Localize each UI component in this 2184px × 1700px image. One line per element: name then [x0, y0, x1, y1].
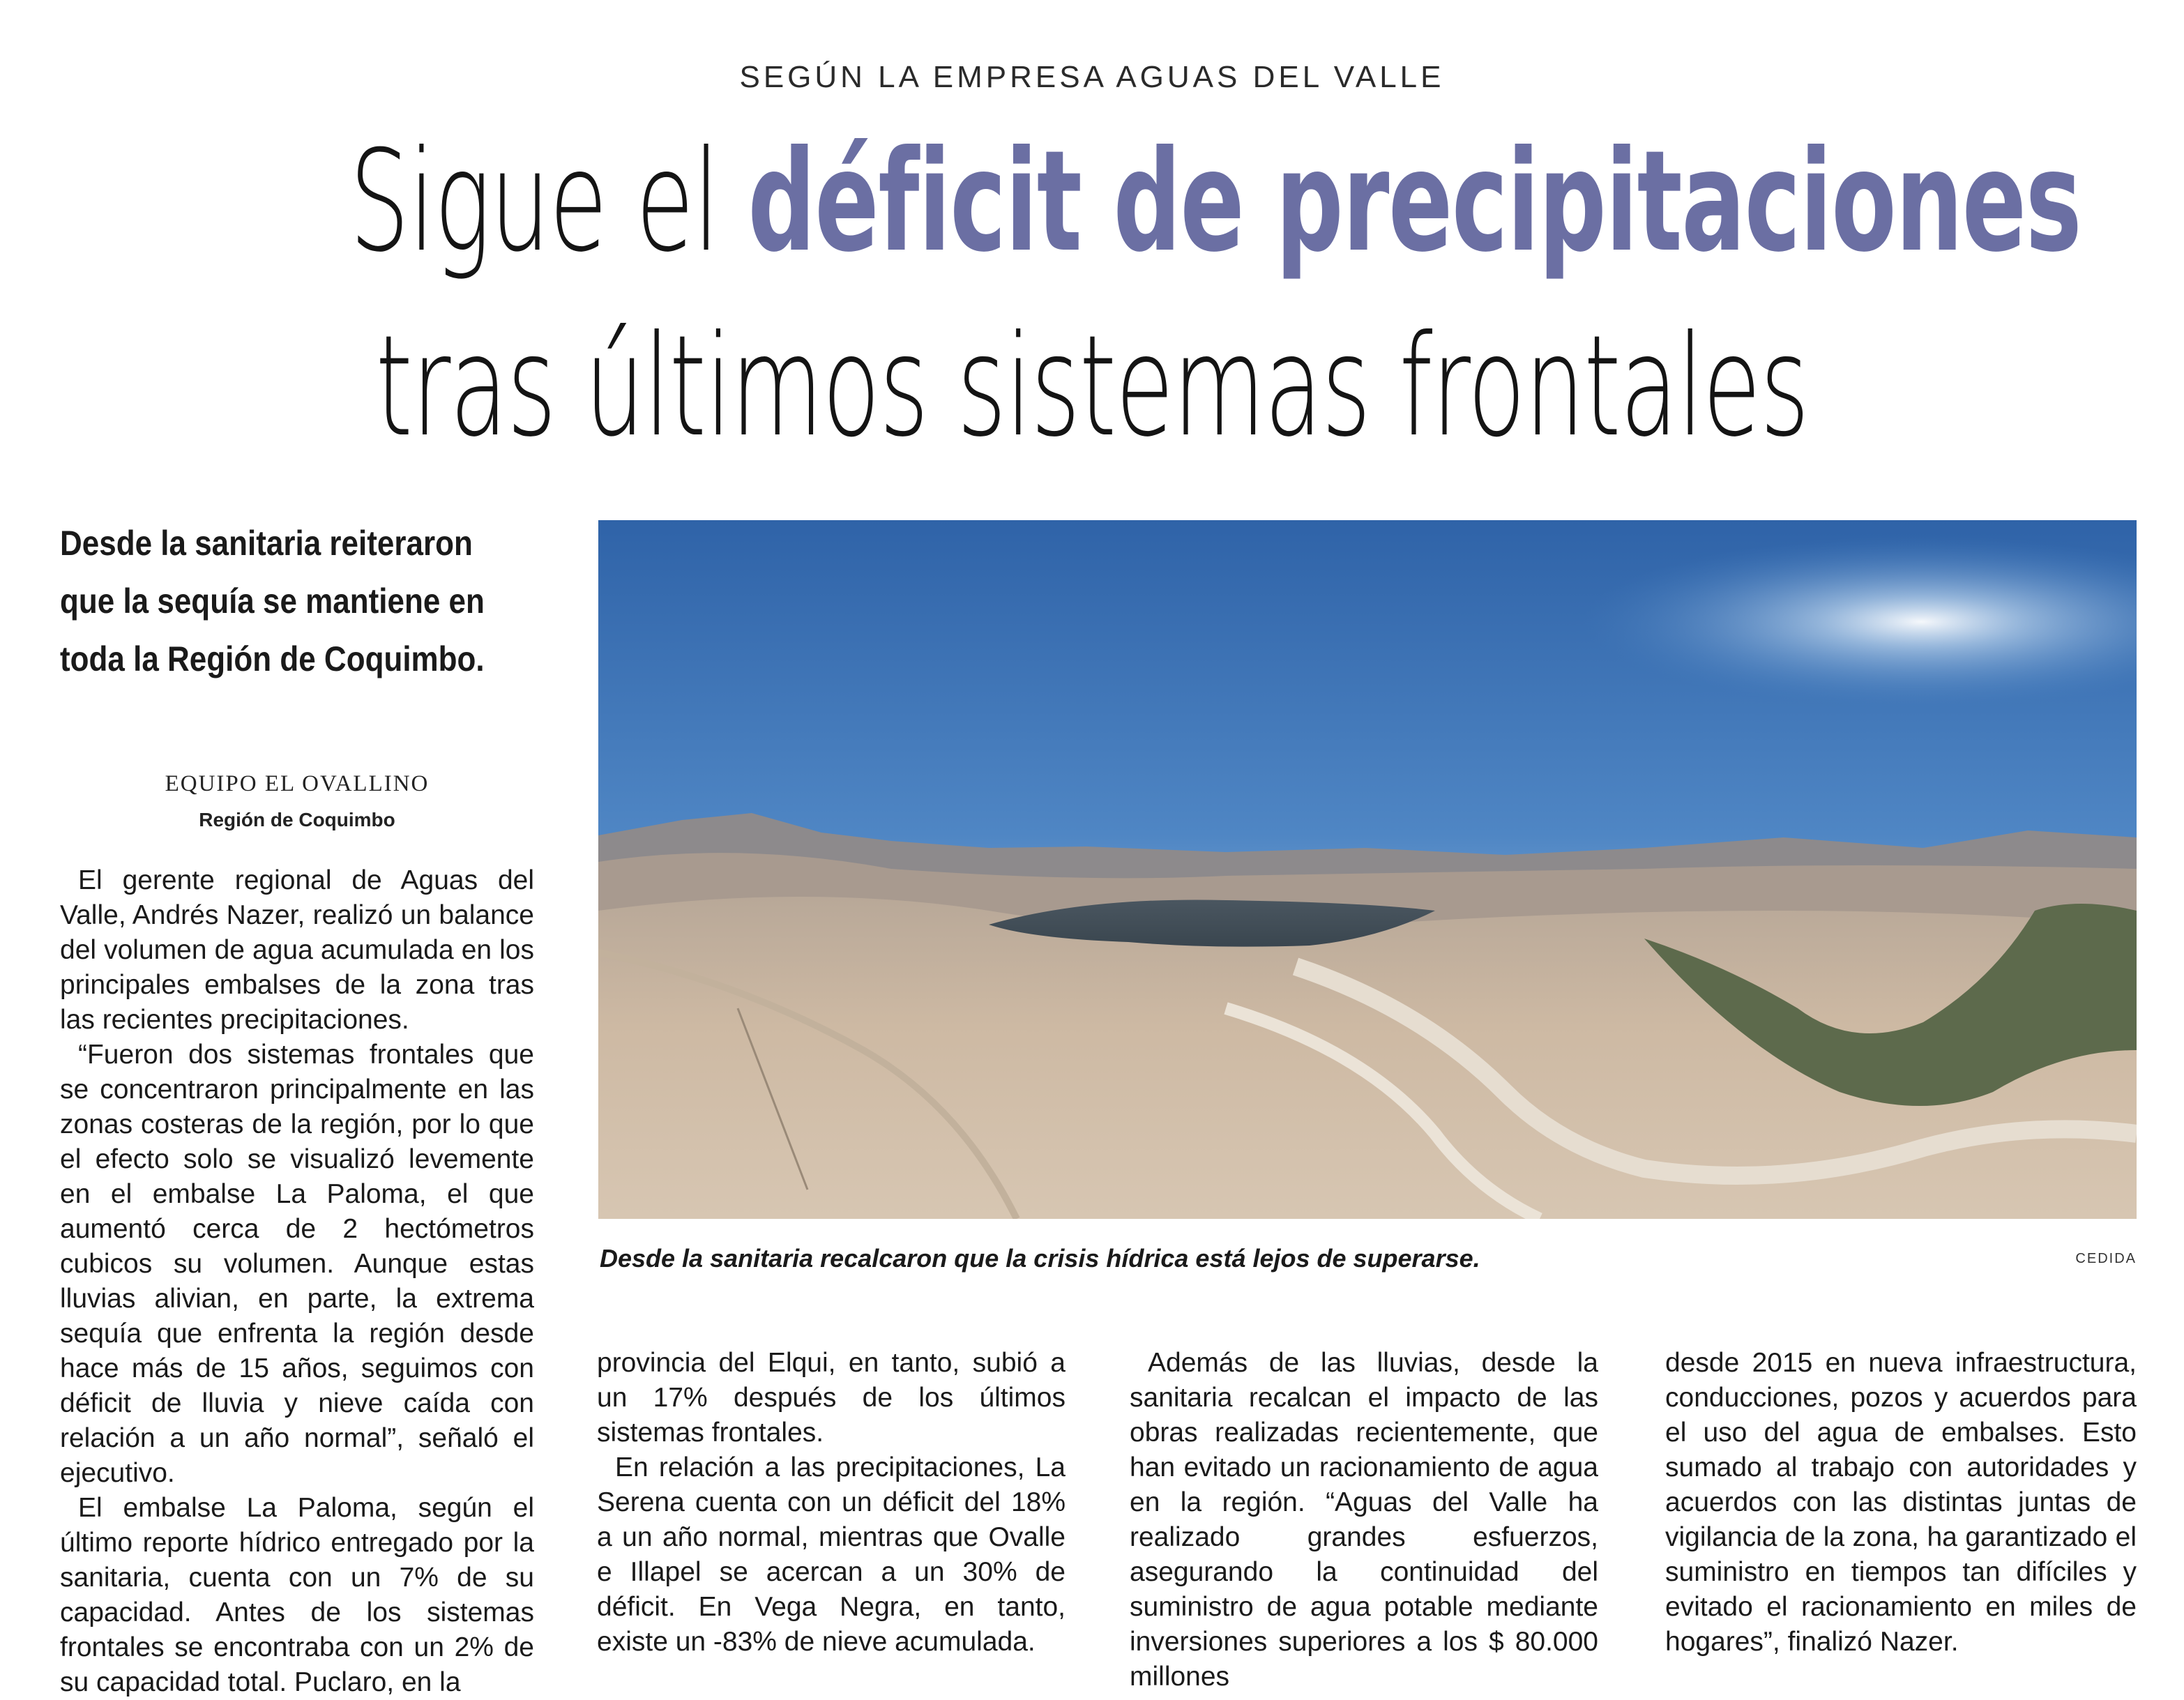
- paragraph: Además de las lluvias, desde la sanitaria recalcan el impacto de las obras realizadas recientemente, que han evitado un racionamiento de agua en la región. “Aguas del Valle ha realizado grandes esfuerzos, asegurando la continuidad del suministro de agua potable mediante inversiones superiores a los $ 80.000 millones: [1130, 1348, 1598, 1692]
- paragraph: En relación a las precipitaciones, La Serena cuenta con un déficit del 18% a un año normal, mientras que Ovalle e Illapel se acercan a un 30% de déficit. En Vega Negra, en tanto, existe un -83% de nieve acumulada.: [597, 1452, 1066, 1657]
- paragraph: El gerente regional de Aguas del Valle, Andrés Nazer, realizó un balance del volumen de agua acumulada en los principales embalses de la zona tras las recientes precipitaciones.: [60, 865, 534, 1035]
- body-column-4: [1665, 1346, 2137, 1660]
- headline-highlight: déficit de precipitaciones: [748, 121, 2081, 283]
- photo-credit: CEDIDA: [2075, 1251, 2137, 1266]
- body-column-2: [597, 1346, 1066, 1660]
- kicker: SEGÚN LA EMPRESA AGUAS DEL VALLE: [739, 60, 1445, 94]
- paragraph: provincia del Elqui, en tanto, subió a un 17% después de los últimos sistemas frontales.: [597, 1348, 1066, 1448]
- landscape-illustration: [598, 520, 2137, 1219]
- photo-caption: Desde la sanitaria recalcaron que la crisis hídrica está lejos de superarse.: [600, 1244, 1480, 1273]
- headline-line-2: tras últimos sistemas frontales: [375, 305, 1809, 468]
- body-column-3: [1130, 1346, 1598, 1694]
- paragraph: El embalse La Paloma, según el último reporte hídrico entregado por la sanitaria, cuenta con un 7% de su capacidad. Antes de los sistemas frontales se encontraba con un 2% de su capacidad total. Puclaro, en la: [60, 1493, 534, 1697]
- body-column-1: [60, 863, 534, 1700]
- paragraph: desde 2015 en nueva infraestructura, conducciones, pozos y acuerdos para el uso del agua de embalses. Esto sumado al trabajo con autoridades y acuerdos con las distintas juntas de vigilancia de la zona, ha garantizado el suministro en tiempos tan difíciles y evitado el racionamiento en miles de hogares”, finalizó Nazer.: [1665, 1348, 2137, 1657]
- lede: Desde la sanitaria reiteraron que la sequía se mantiene en toda la Región de Coquimbo.: [60, 524, 485, 678]
- byline-author: EQUIPO EL OVALLINO: [165, 771, 430, 796]
- headline-plain: Sigue el: [349, 121, 748, 283]
- headline-line-1: [349, 121, 2081, 283]
- reservoir-photo: [598, 520, 2137, 1219]
- byline-location: Región de Coquimbo: [199, 809, 395, 830]
- paragraph: “Fueron dos sistemas frontales que se concentraron principalmente en las zonas costeras de la región, por lo que el efecto solo se visualizó levemente en el embalse La Paloma, el que aumentó cerca de 2 hectómetros cubicos su volumen. Aunque estas lluvias alivian, en parte, la extrema sequía que enfrenta la región desde hace más de 15 años, seguimos con déficit de lluvia y nieve caída con relación a un año normal”, señaló el ejecutivo.: [60, 1040, 534, 1488]
